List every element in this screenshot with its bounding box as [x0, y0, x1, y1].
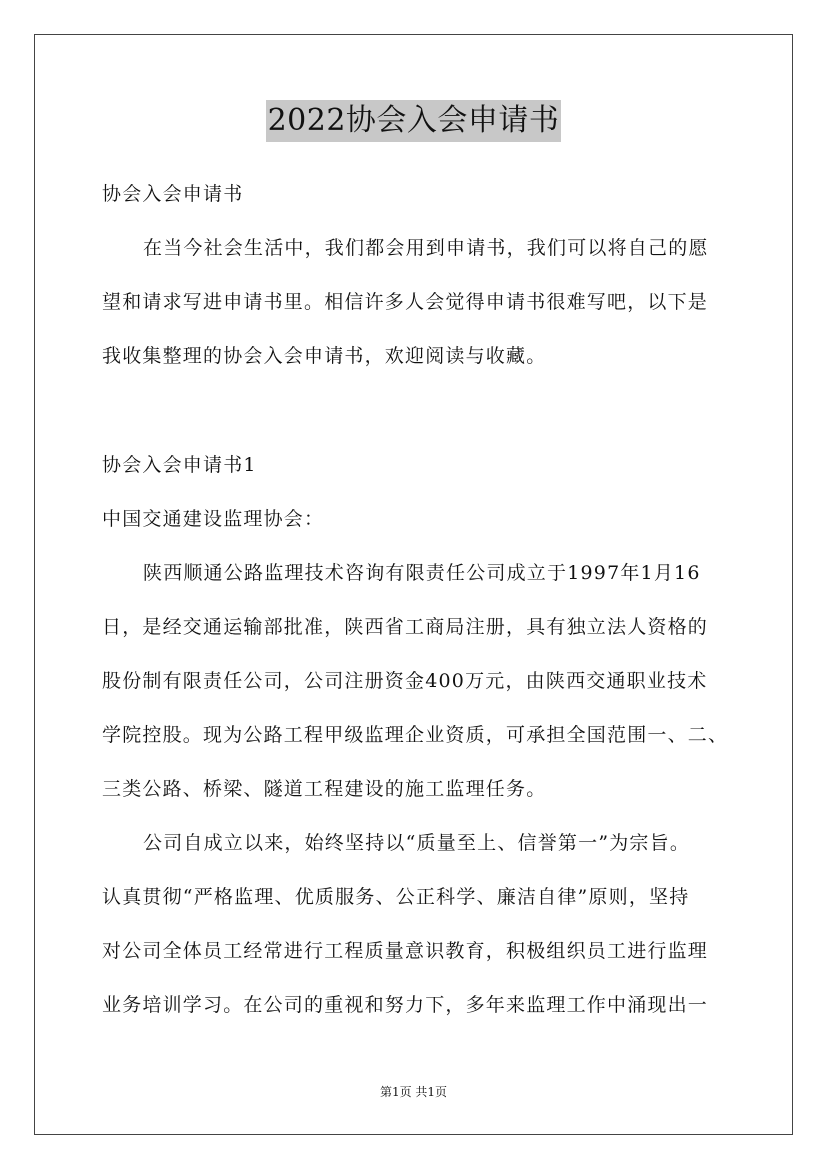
document-heading: 协会入会申请书 — [102, 183, 244, 205]
salutation: 中国交通建设监理协会： — [102, 508, 325, 530]
page-number-footer: 第1页 共1页 — [379, 1085, 448, 1099]
body-line-2: 日，是经交通运输部批准，陕西省工商局注册，具有独立法人资格的 — [102, 616, 709, 638]
body-line-9: 业务培训学习。在公司的重视和努力下，多年来监理工作中涌现出一 — [102, 994, 709, 1016]
body-line-1: 陕西顺通公路监理技术咨询有限责任公司成立于1997年1月16 — [143, 562, 701, 584]
section-heading: 协会入会申请书1 — [102, 454, 257, 476]
document-title: 2022协会入会申请书 — [266, 100, 562, 142]
intro-line-2: 望和请求写进申请书里。相信许多人会觉得申请书很难写吧，以下是 — [102, 291, 709, 313]
title-container — [0, 100, 827, 142]
body-line-6: 公司自成立以来，始终坚持以“质量至上、信誉第一”为宗旨。 — [143, 832, 691, 854]
body-line-4: 学院控股。现为公路工程甲级监理企业资质，可承担全国范围一、二、 — [102, 724, 729, 746]
body-line-8: 对公司全体员工经常进行工程质量意识教育，积极组织员工进行监理 — [102, 940, 709, 962]
body-line-3: 股份制有限责任公司，公司注册资金400万元，由陕西交通职业技术 — [102, 670, 708, 692]
intro-line-3: 我收集整理的协会入会申请书，欢迎阅读与收藏。 — [102, 345, 547, 367]
intro-line-1: 在当今社会生活中，我们都会用到申请书，我们可以将自己的愿 — [143, 237, 709, 259]
body-line-7: 认真贯彻“严格监理、优质服务、公正科学、廉洁自律”原则，坚持 — [102, 886, 690, 908]
body-line-5: 三类公路、桥梁、隧道工程建设的施工监理任务。 — [102, 778, 547, 800]
